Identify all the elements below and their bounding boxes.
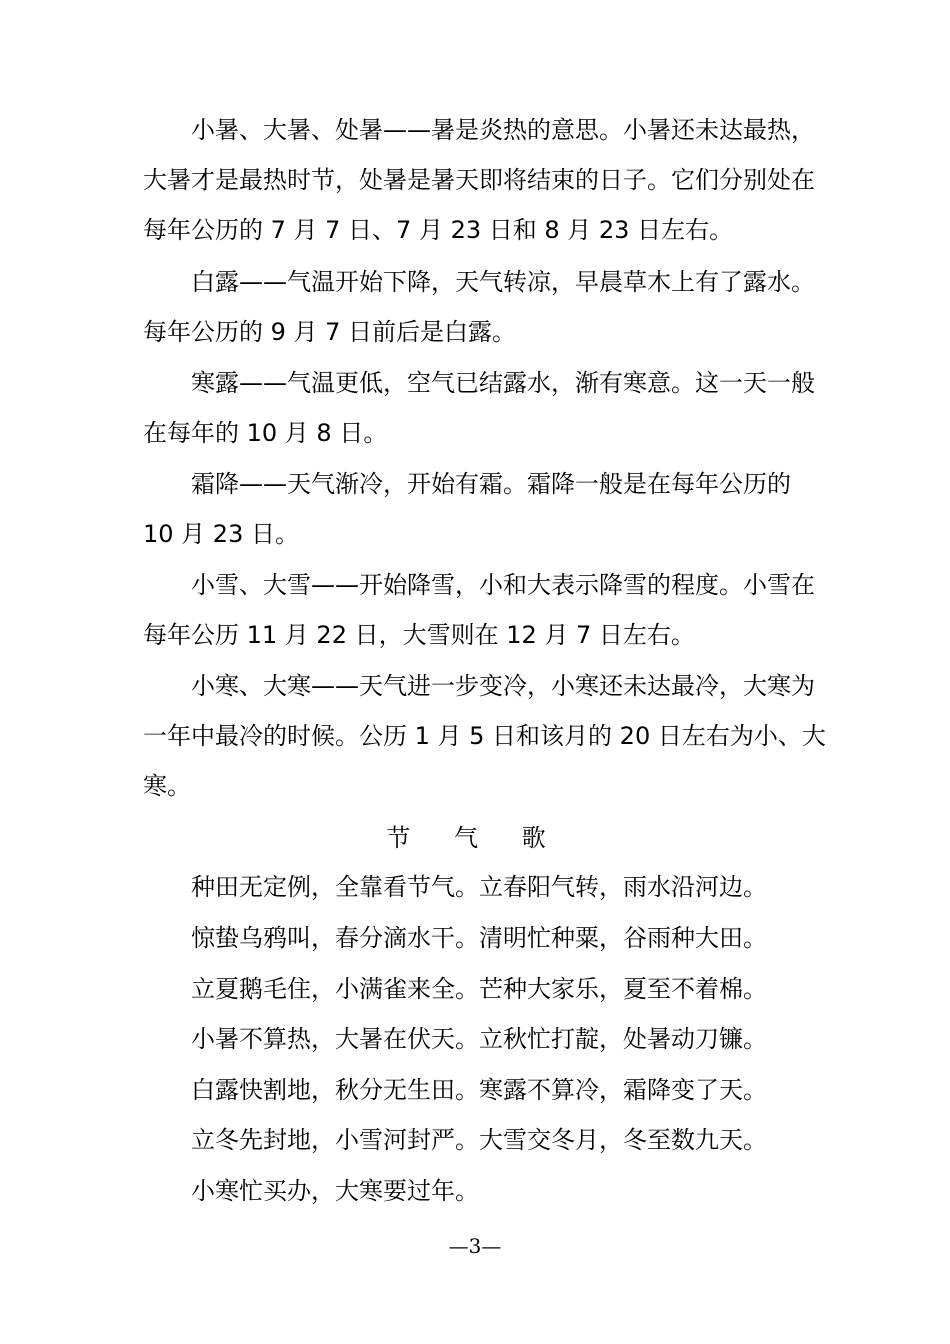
paragraph-line: 每年公历的 7 月 7 日、7 月 23 日和 8 月 23 日左右。: [143, 216, 734, 244]
song-line: 小寒忙买办，大寒要过年。: [191, 1177, 479, 1205]
paragraph-line: 小寒、大寒——天气进一步变冷，小寒还未达最冷，大寒为: [191, 672, 815, 700]
song-line: 惊蛰乌鸦叫，春分滴水干。清明忙种粟，谷雨种大田。: [191, 924, 767, 952]
paragraph-line: 白露——气温开始下降，天气转凉，早晨草木上有了露水。: [191, 268, 815, 296]
paragraph-line: 寒露——气温更低，空气已结露水，渐有寒意。这一天一般: [191, 369, 815, 397]
paragraph-line: 10 月 23 日。: [143, 520, 299, 548]
song-line: 种田无定例，全靠看节气。立春阳气转，雨水沿河边。: [191, 873, 767, 901]
song-line: 立夏鹅毛住，小满雀来全。芒种大家乐，夏至不着棉。: [191, 975, 767, 1003]
paragraph-line: 大暑才是最热时节，处暑是暑天即将结束的日子。它们分别处在: [143, 166, 815, 194]
song-line: 小暑不算热，大暑在伏天。立秋忙打靛，处暑动刀镰。: [191, 1025, 767, 1053]
song-title: 节 气 歌: [386, 824, 564, 852]
paragraph-line: 在每年的 10 月 8 日。: [143, 419, 388, 447]
song-line: 立冬先封地，小雪河封严。大雪交冬月，冬至数九天。: [191, 1126, 767, 1154]
paragraph-line: 小暑、大暑、处暑——暑是炎热的意思。小暑还未达最热，: [191, 116, 815, 144]
paragraph-line: 寒。: [143, 772, 191, 800]
page-number: —3—: [448, 1234, 502, 1258]
paragraph-line: 霜降——天气渐冷，开始有霜。霜降一般是在每年公历的: [191, 470, 791, 498]
paragraph-line: 小雪、大雪——开始降雪，小和大表示降雪的程度。小雪在: [191, 571, 815, 599]
paragraph-line: 每年公历的 9 月 7 日前后是白露。: [143, 318, 517, 346]
song-line: 白露快割地，秋分无生田。寒露不算冷，霜降变了天。: [191, 1076, 767, 1104]
paragraph-line: 每年公历 11 月 22 日，大雪则在 12 月 7 日左右。: [143, 621, 695, 649]
paragraph-line: 一年中最冷的时候。公历 1 月 5 日和该月的 20 日左右为小、大: [143, 722, 826, 750]
